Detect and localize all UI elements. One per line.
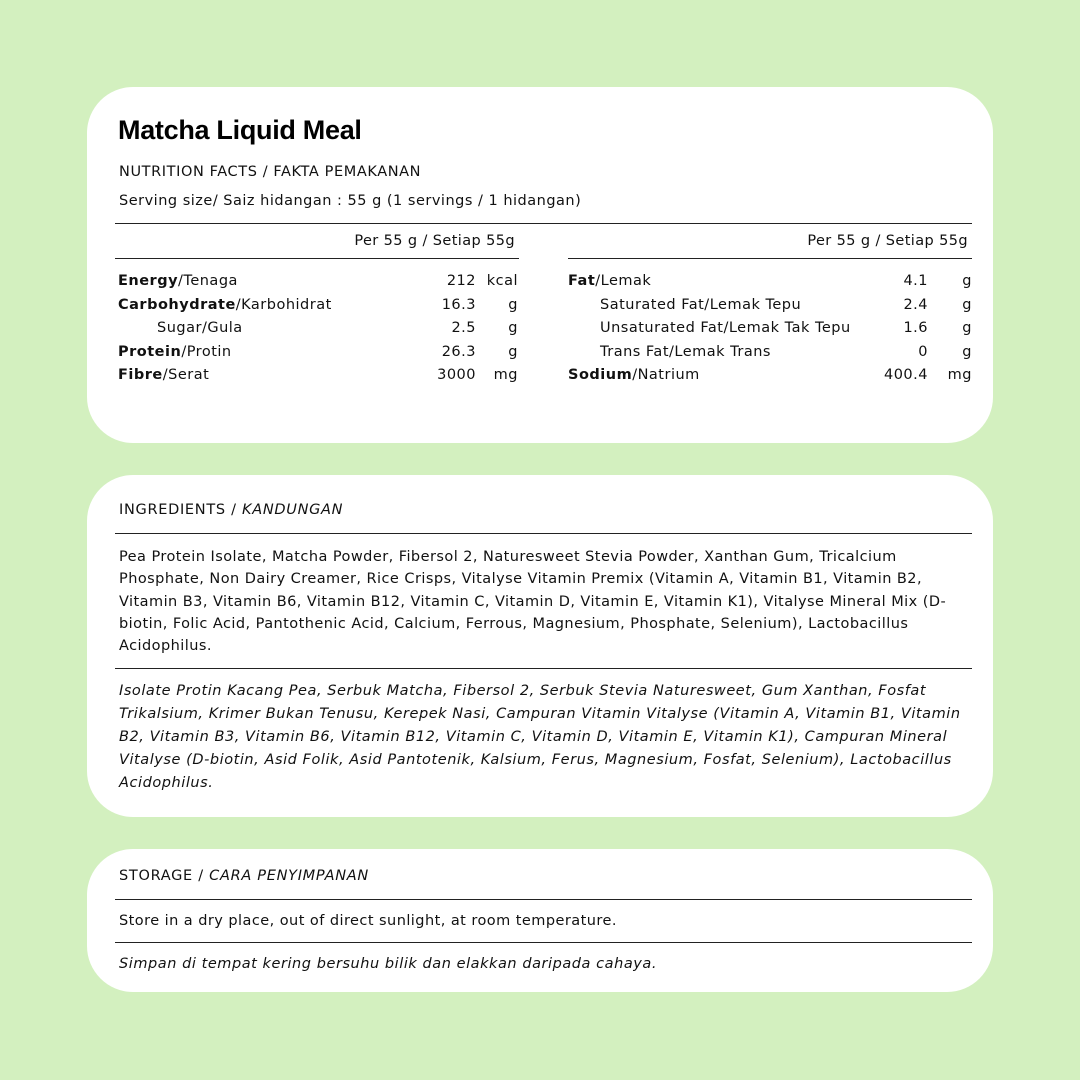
nutrient-row <box>118 320 520 344</box>
nutrient-row <box>118 273 520 297</box>
nutrient-value: 26.3 <box>441 343 476 360</box>
serving-size: Serving size/ Saiz hidangan : 55 g (1 servings / 1 hidangan) <box>119 193 582 209</box>
right-column-header: Per 55 g / Setiap 55g <box>807 233 968 249</box>
ingredients-heading <box>119 502 343 518</box>
nutrient-name: /Tenaga <box>178 273 238 289</box>
nutrient-value: 1.6 <box>903 320 928 336</box>
nutrient-unit: mg <box>947 367 972 383</box>
divider <box>115 533 972 534</box>
nutrient-unit: g <box>962 343 972 360</box>
nutrient-label <box>568 297 801 313</box>
nutrient-row <box>568 273 972 297</box>
nutrient-name: /Lemak <box>595 273 652 289</box>
storage-heading-ms: CARA PENYIMPANAN <box>209 868 369 884</box>
nutrient-label <box>118 297 332 313</box>
nutrient-row <box>568 367 972 391</box>
nutrient-label <box>568 273 651 289</box>
nutrient-label <box>568 320 851 336</box>
ingredients-heading-en: INGREDIENTS / <box>119 502 243 518</box>
nutrient-name-bold: Sodium <box>568 367 633 383</box>
nutrient-unit: kcal <box>486 273 518 289</box>
nutrient-label <box>568 344 771 360</box>
ingredients-card <box>87 475 993 817</box>
divider <box>115 668 972 669</box>
nutrient-name: Unsaturated Fat/Lemak Tak Tepu <box>600 320 851 336</box>
nutrient-label <box>118 273 238 289</box>
nutrient-unit: g <box>962 296 972 313</box>
nutrient-name-bold: Fat <box>568 273 596 289</box>
nutrient-unit: g <box>508 343 518 360</box>
nutrient-name-bold: Protein <box>118 343 182 360</box>
nutrition-table-left <box>118 273 520 391</box>
nutrient-name: /Natrium <box>632 367 700 383</box>
nutrient-value: 0 <box>918 343 928 360</box>
nutrition-facts-heading: NUTRITION FACTS / FAKTA PEMAKANAN <box>119 164 422 180</box>
nutrient-name: /Karbohidrat <box>235 296 332 313</box>
nutrient-name-bold: Energy <box>118 273 179 289</box>
nutrient-label <box>118 367 209 383</box>
nutrient-name: /Serat <box>162 367 210 383</box>
nutrient-label <box>568 367 700 383</box>
nutrient-value: 212 <box>446 273 476 289</box>
divider <box>115 942 972 943</box>
nutrient-row <box>118 367 520 391</box>
nutrient-row <box>568 344 972 368</box>
nutrient-unit: g <box>508 296 518 313</box>
nutrient-name-bold: Carbohydrate <box>118 296 236 313</box>
nutrient-value: 2.4 <box>903 296 928 313</box>
storage-text-ms: Simpan di tempat kering bersuhu bilik dan elakkan daripada cahaya. <box>119 956 658 972</box>
nutrient-value: 3000 <box>437 367 476 383</box>
nutrient-name: Saturated Fat/Lemak Tepu <box>600 296 802 313</box>
nutrient-label <box>118 344 232 360</box>
divider <box>568 258 972 259</box>
storage-card <box>87 849 993 992</box>
nutrition-card <box>87 87 993 443</box>
nutrient-unit: g <box>962 320 972 336</box>
nutrient-name: /Protin <box>181 343 232 360</box>
left-column-header: Per 55 g / Setiap 55g <box>354 233 515 249</box>
nutrient-name: Trans Fat/Lemak Trans <box>600 343 771 360</box>
divider <box>115 258 519 259</box>
storage-text-en: Store in a dry place, out of direct sunlight, at room temperature. <box>119 913 617 929</box>
ingredients-heading-ms: KANDUNGAN <box>242 502 344 518</box>
divider <box>115 899 972 900</box>
nutrient-value: 16.3 <box>441 296 476 313</box>
storage-heading <box>119 868 369 884</box>
product-title: Matcha Liquid Meal <box>118 115 362 145</box>
storage-heading-en: STORAGE / <box>119 868 210 884</box>
nutrient-value: 400.4 <box>883 367 928 383</box>
nutrient-row <box>118 344 520 368</box>
nutrient-unit: g <box>962 273 972 289</box>
nutrient-name: Sugar/Gula <box>157 320 243 336</box>
nutrient-row <box>568 297 972 321</box>
nutrient-row <box>568 320 972 344</box>
nutrient-unit: g <box>508 320 518 336</box>
nutrient-unit: mg <box>493 367 518 383</box>
nutrient-label <box>118 320 243 336</box>
nutrient-value: 4.1 <box>903 273 928 289</box>
divider <box>115 223 972 224</box>
ingredients-text-en: Pea Protein Isolate, Matcha Powder, Fibersol 2, Naturesweet Stevia Powder, Xanthan Gum, Tricalcium Phosphate, Non Dairy Creamer, Rice Crisps, Vitalyse Vitamin Premix (Vitamin A, Vitamin B1, Vitamin B2, Vitamin B3, Vitamin B6, Vitamin B12, Vitamin C, Vitamin D, Vitamin E, Vitamin K1), Vitalyse Mineral Mix (D-biotin, Folic Acid, Pantothenic Acid, Calcium, Ferrous, Magnesium, Phosphate, Selenium), Lactobacillus Acidophilus. <box>119 549 947 655</box>
nutrition-table-right <box>568 273 972 391</box>
nutrient-value: 2.5 <box>451 320 476 336</box>
ingredients-text-ms: Isolate Protin Kacang Pea, Serbuk Matcha, Fibersol 2, Serbuk Stevia Naturesweet, Gum Xanthan, Fosfat Trikalsium, Krimer Bukan Tenusu, Kerepek Nasi, Campuran Vitamin Vitalyse (Vitamin A, Vitamin B1, Vitamin B2, Vitamin B3, Vitamin B6, Vitamin B12, Vitamin C, Vitamin D, Vitamin E, Vitamin K1), Campuran Mineral Vitalyse (D-biotin, Asid Folik, Asid Pantotenik, Kalsium, Ferus, Magnesium, Fosfat, Selenium), Lactobacillus Acidophilus. <box>119 683 961 791</box>
nutrient-name-bold: Fibre <box>118 367 163 383</box>
nutrient-row <box>118 297 520 321</box>
